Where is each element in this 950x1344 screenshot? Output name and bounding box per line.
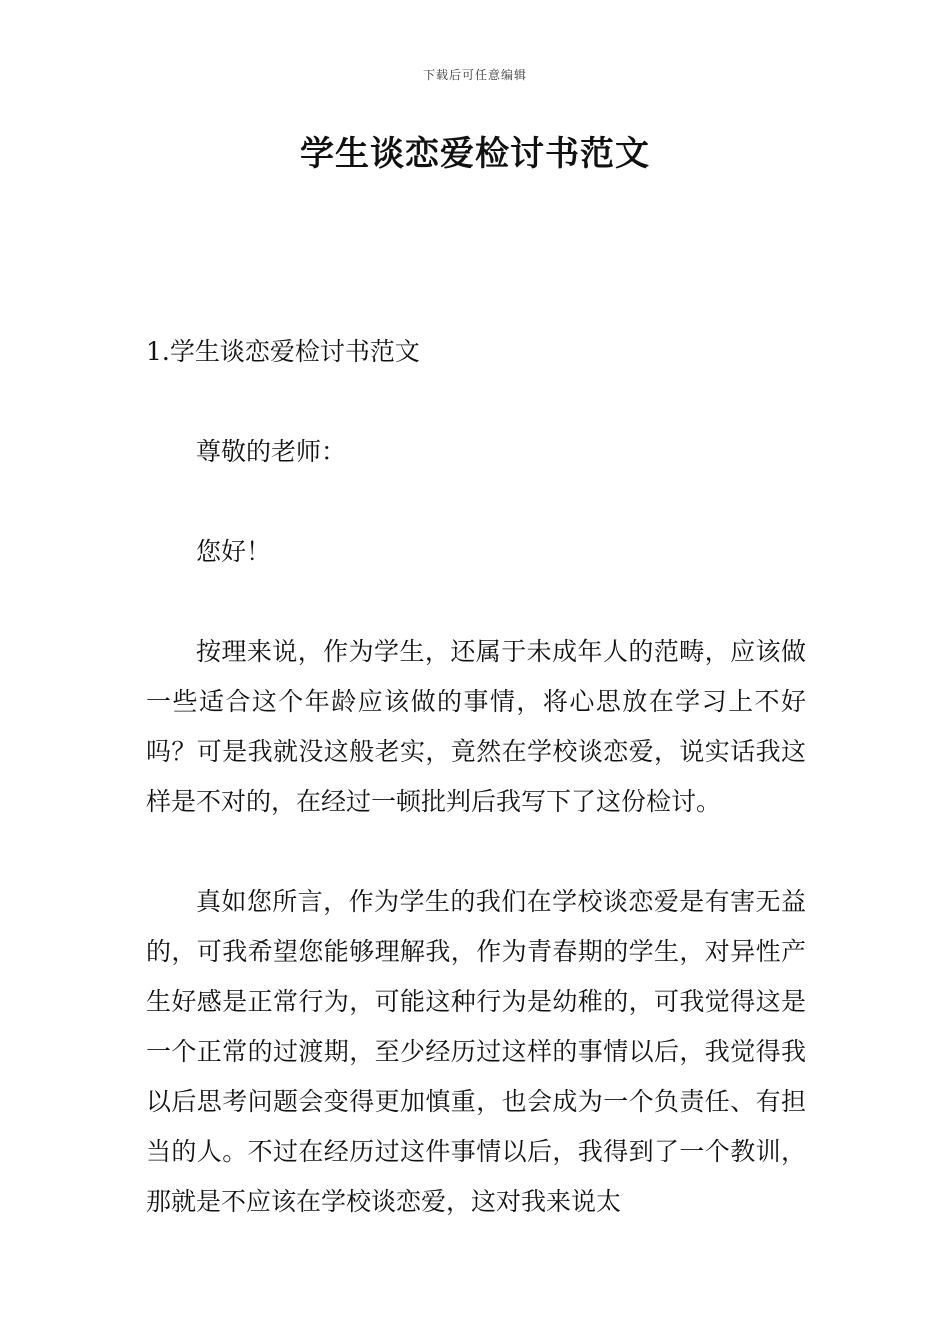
salutation: 尊敬的老师：	[196, 437, 347, 466]
body-paragraph: 真如您所言，作为学生的我们在学校谈恋爱是有害无益的，可我希望您能够理解我，作为青春期的学生，对异性产生好感是正常行为，可能这种行为是幼稚的，可我觉得这是一个正常的过渡期，至少经历过这样的事情以后，我觉得我以后思考问题会变得更加慎重，也会成为一个负责任、有担当的人。不过在经历过这件事情以后，我得到了一个教训，那就是不应该在学校谈恋爱，这对我来说太	[146, 887, 806, 1216]
greeting: 您好！	[196, 537, 272, 566]
body-paragraph: 按理来说，作为学生，还属于未成年人的范畴，应该做一些适合这个年龄应该做的事情，将心思放在学习上不好吗？可是我就没这般老实，竟然在学校谈恋爱，说实话我这样是不对的，在经过一顿批判后我写下了这份检讨。	[146, 637, 806, 816]
document-body	[146, 327, 806, 1227]
header-note: 下载后可任意编辑	[422, 68, 527, 82]
section-heading: 1.学生谈恋爱检讨书范文	[146, 337, 420, 366]
document-title: 学生谈恋爱检讨书范文	[300, 134, 650, 174]
